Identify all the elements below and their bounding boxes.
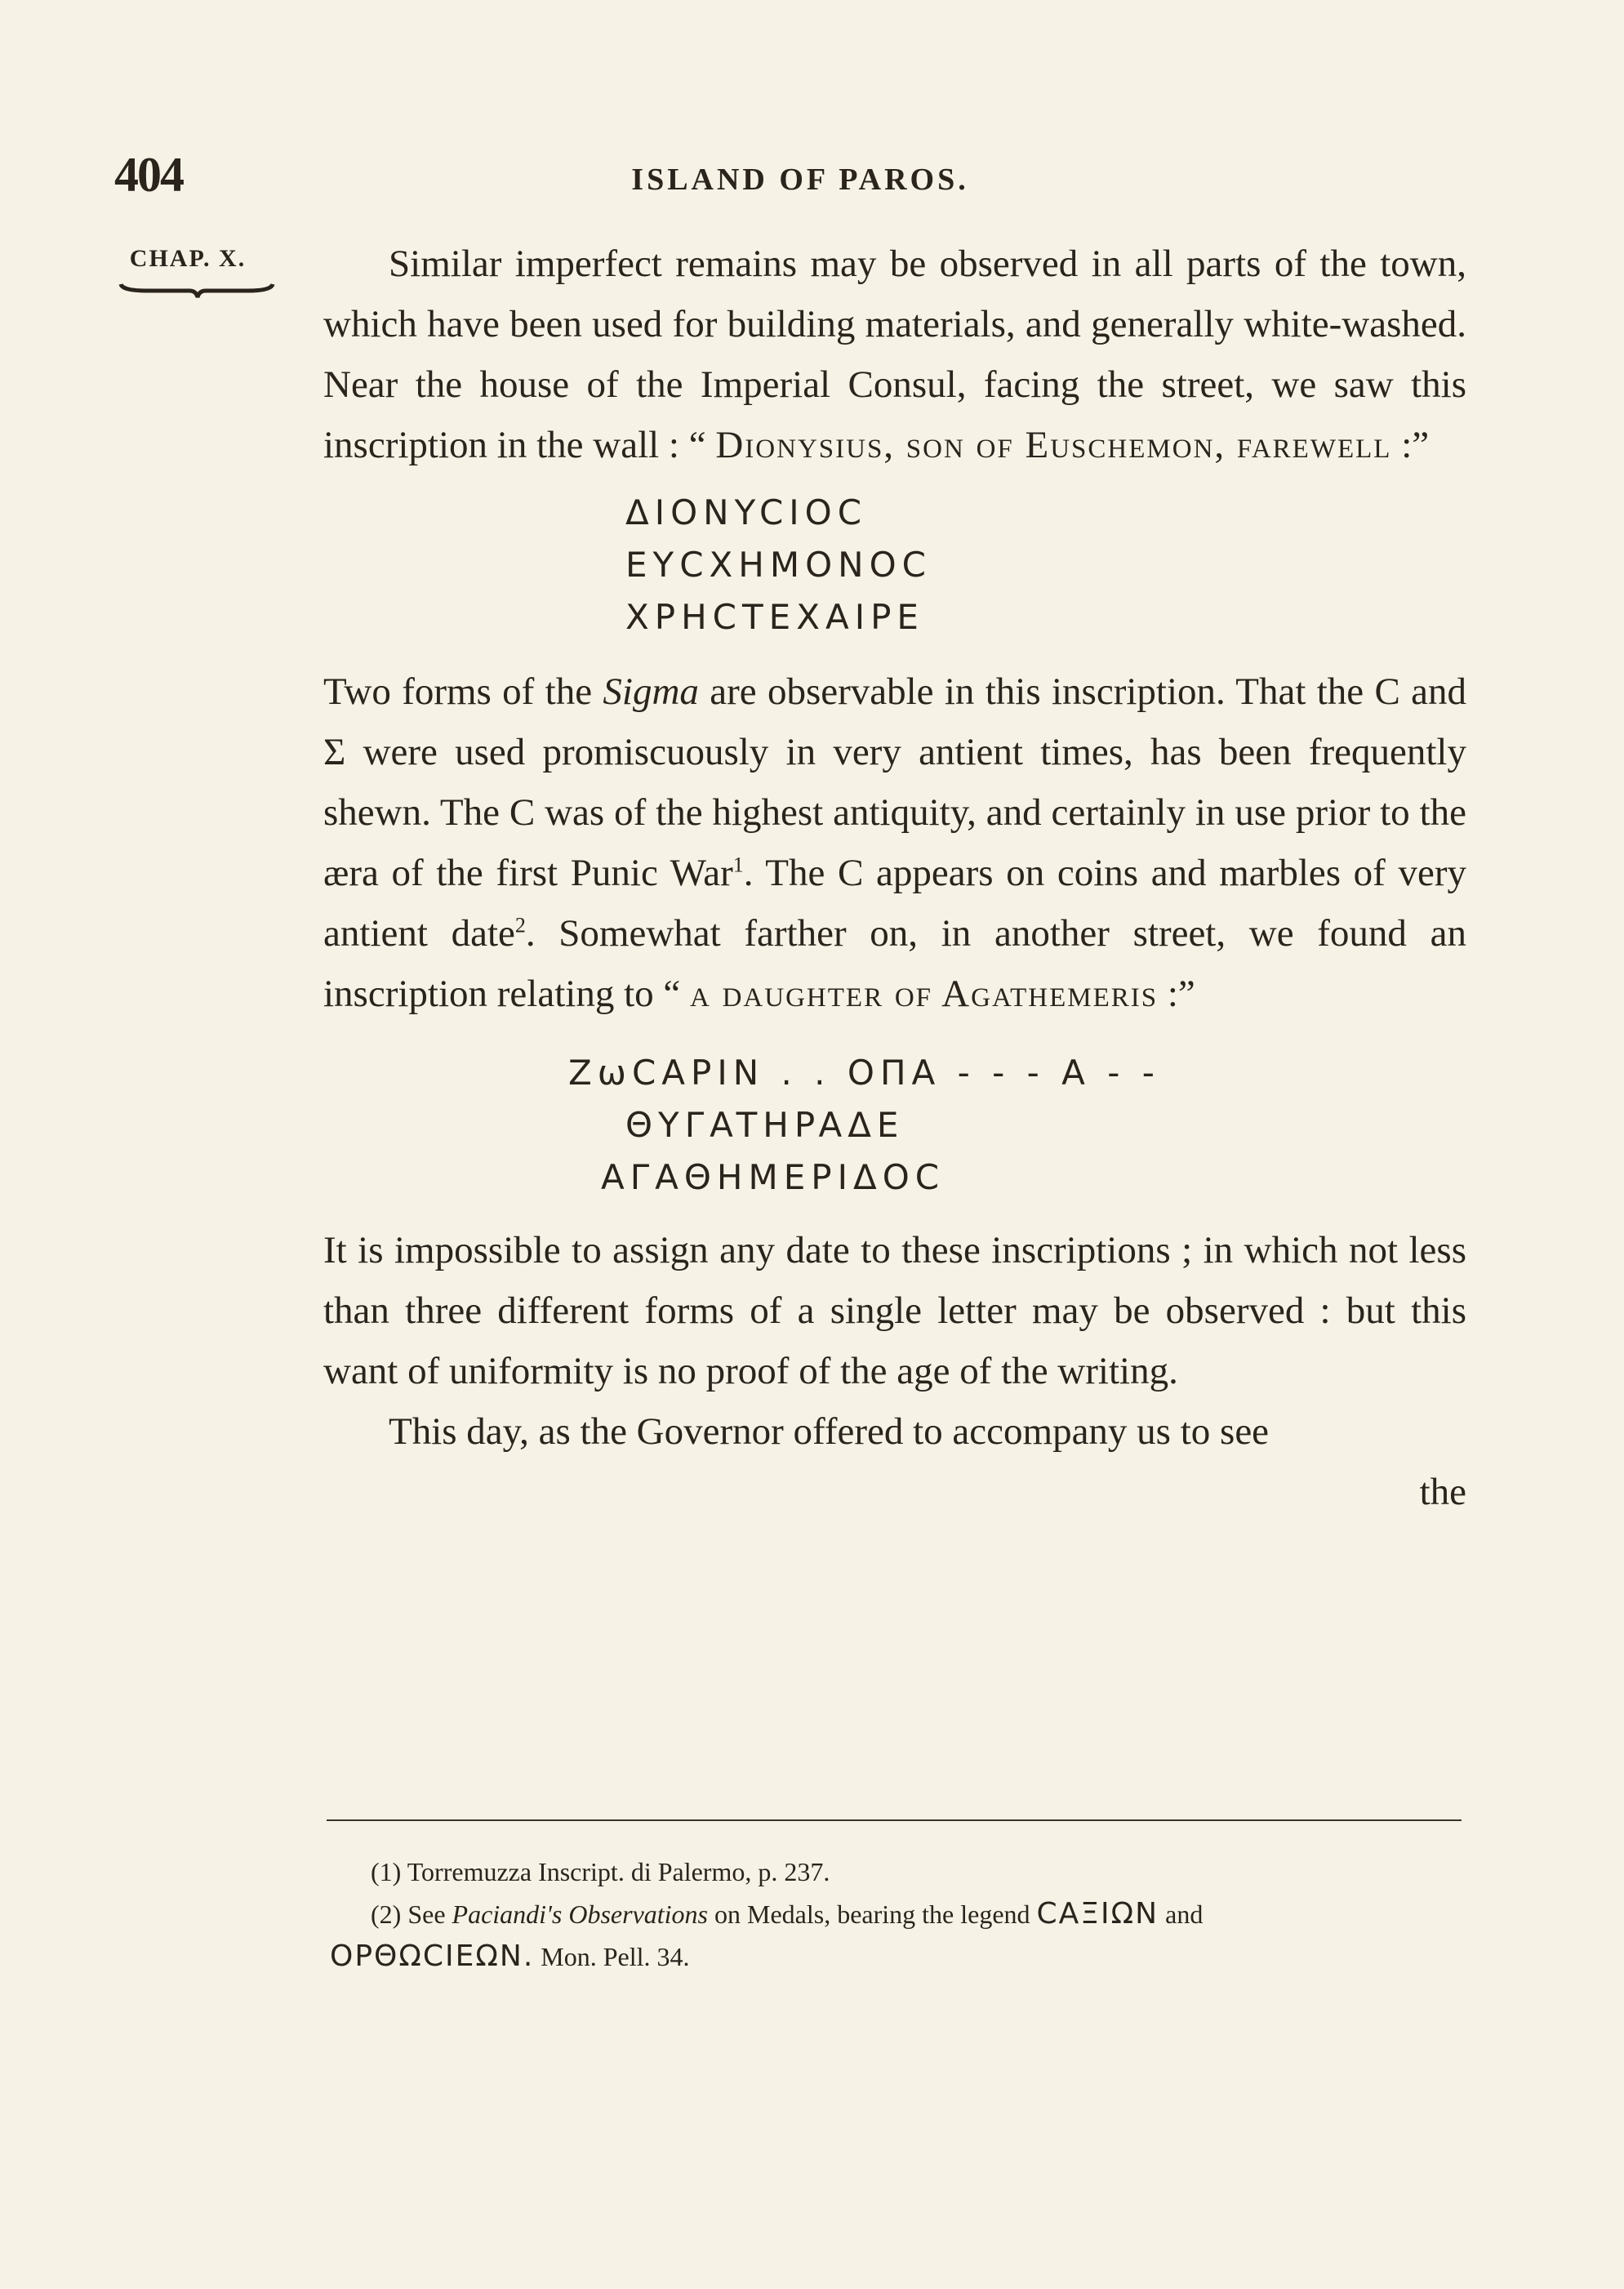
footnote-1: (1) Torremuzza Inscript. di Palermo, p. 237. <box>371 1857 830 1886</box>
footnote-2-a: (2) See <box>371 1899 452 1929</box>
running-head: ISLAND OF PAROS. <box>631 163 969 197</box>
footnote-2-c: and <box>1159 1899 1204 1929</box>
quoted-name-agathemeris: a daughter of Agathemeris <box>690 973 1159 1015</box>
paragraph-2-c: . The Ϲ appears on coins and marbles of very antient date <box>323 852 1467 955</box>
paragraph-2-d: . Somewhat farther on, in another street, we found an inscription relating to “ <box>323 912 1466 1015</box>
paragraph-2 <box>323 661 1466 1024</box>
paragraph-1 <box>323 234 1466 475</box>
italic-sigma: Sigma <box>603 670 699 713</box>
footnote-rule <box>327 1819 1462 1821</box>
inscription-2-line-2: ΘYΓATHPAΔΕ <box>625 1105 905 1145</box>
catchword: the <box>1419 1471 1466 1513</box>
paragraph-4: This day, as the Governor offered to accompany us to see <box>389 1410 1270 1453</box>
inscription-2-line-3: AΓAΘHMEPIΔOC <box>601 1157 945 1197</box>
footnotes <box>330 1850 1465 1978</box>
footnote-2-greek-legend-1: ϹAΞIΩN <box>1036 1897 1159 1931</box>
paragraph-2-a: Two forms of the <box>323 670 603 713</box>
chapter-label: CHAP. X. <box>129 245 247 272</box>
footnote-2 <box>330 1893 1465 1978</box>
inscription-1-line-3: XPHϹTEXAΙPE <box>625 597 924 637</box>
paragraph-2-b: are observable in this inscription. That the C and Σ were used promiscuously in very antient times, has been frequently shewn. The C was of the highest antiquity, and certainly in use prior to the æra of the first Punic War <box>323 670 1466 894</box>
inscription-1-line-2: EYϹXHMONΟϹ <box>625 545 932 585</box>
inscription-1-line-1: ΔΙΟNYCΙΟϹ <box>625 492 868 532</box>
inscription-2-line-1: ZωCAPIN . . OΠA - - - A - - <box>568 1053 1160 1093</box>
footnote-2-greek-legend-2: OPΘΩϹIEΩN. <box>330 1939 535 1973</box>
quoted-name-dionysius: Dionysius, son of Euschemon, farewell <box>715 424 1392 466</box>
footnote-2-italic: Paciandi's Observations <box>452 1899 708 1929</box>
inscription-dionysius <box>323 487 1466 644</box>
brace-ornament-icon <box>114 279 278 299</box>
footnote-ref-1: 1 <box>732 853 744 877</box>
paragraph-2-end: :” <box>1158 973 1195 1015</box>
inscription-agathemeris <box>323 1047 1466 1204</box>
footnote-ref-2: 2 <box>514 913 526 937</box>
page-number: 404 <box>114 148 183 202</box>
page-header <box>114 147 1486 212</box>
paragraph-3: It is impossible to assign any date to these inscriptions ; in which not less than three different forms of a single letter may be observed : but this want of uniformity is no proof of the age of the writing. <box>323 1229 1466 1392</box>
main-text <box>323 234 1466 1522</box>
footnote-2-d: Mon. Pell. 34. <box>534 1942 690 1971</box>
chapter-marginal-note <box>114 245 278 302</box>
paragraph-1-text: Similar imperfect remains may be observed in all parts of the town, which have been used for building materials, and generally white-washed. Near the house of the Imperial Consul, facing the street, we saw this inscription in the wall : “ <box>323 243 1466 466</box>
footnote-2-b: on Medals, bearing the legend <box>708 1899 1037 1929</box>
paragraph-1-end: :” <box>1391 424 1430 466</box>
